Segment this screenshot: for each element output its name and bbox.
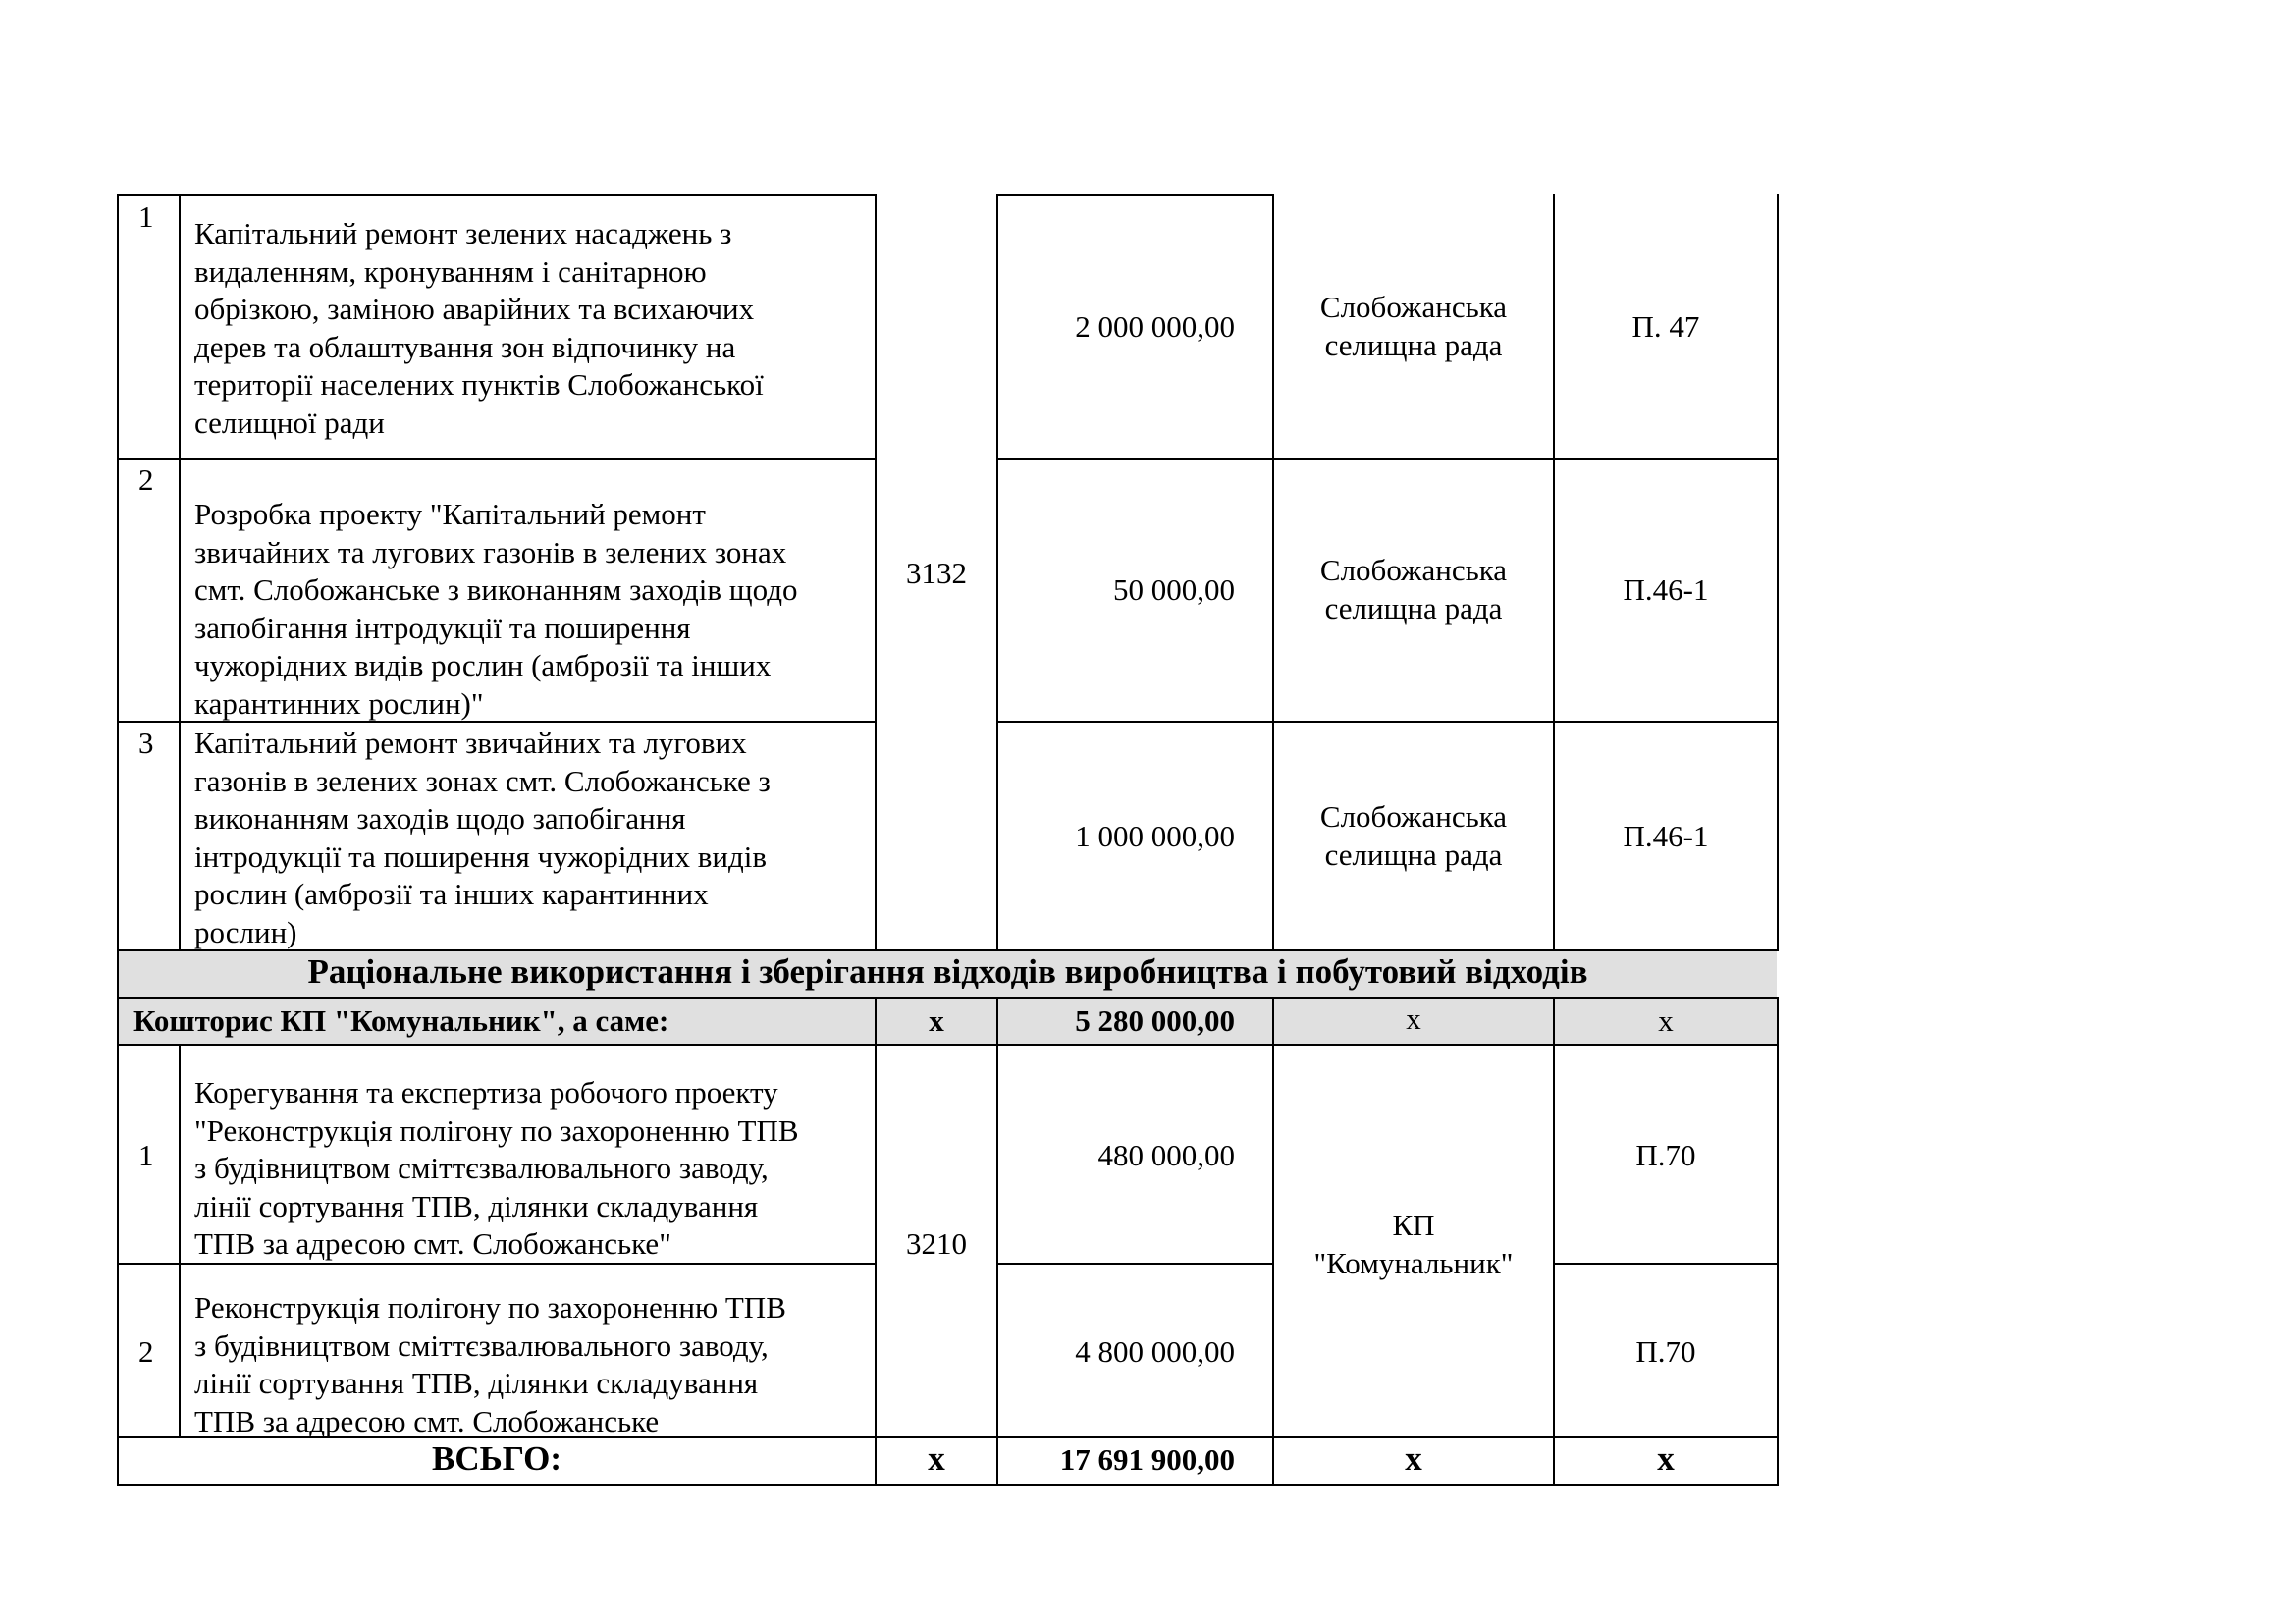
total-amount: 17 691 900,00 [1059, 1442, 1235, 1477]
row-amount: 4 800 000,00 [1075, 1334, 1235, 1369]
row-description: Розробка проекту "Капітальний ремонт звичайних та лугових газонів в зелених зонах смт. Слобожанське з виконанням заходів щодо запобігання інтродукції та поширення чужорідних видів рослин (амброзії та інших карантинних рослин)" [194, 497, 798, 721]
total-reference: х [1657, 1439, 1675, 1478]
row-executor: Слобожанська селищна рада [1319, 553, 1508, 625]
row-executor: Слобожанська селищна рада [1319, 799, 1508, 872]
row-reference: П.46-1 [1623, 819, 1709, 853]
total-code: х [928, 1439, 945, 1478]
estimate-code: х [929, 1003, 944, 1038]
row-number: 3 [138, 726, 154, 760]
estimate-amount: 5 280 000,00 [1075, 1003, 1235, 1038]
row-reference: П.70 [1635, 1138, 1696, 1172]
row-description: Капітальний ремонт зелених насаджень з видаленням, кронуванням і санітарною обрізкою, заміною аварійних та всихаючих дерев та облаштування зон відпочинку на території населених пунктів Слобожанської селищної ради [194, 216, 764, 440]
row-executor: Слобожанська селищна рада [1319, 290, 1508, 362]
row-number: 1 [138, 199, 154, 234]
estimate-reference: х [1658, 1003, 1674, 1038]
budget-code: 3132 [906, 556, 967, 590]
row-reference: П. 47 [1631, 309, 1700, 344]
row-amount: 50 000,00 [1113, 572, 1235, 607]
row-reference: П.70 [1635, 1334, 1696, 1369]
section-title: Раціональне використання і зберігання відходів виробництва і побутовий відходів [307, 952, 1588, 991]
row-amount: 2 000 000,00 [1075, 309, 1235, 344]
row-number: 2 [138, 462, 154, 497]
row-number: 1 [138, 1138, 154, 1172]
total-executor: х [1405, 1439, 1422, 1478]
row-amount: 480 000,00 [1097, 1138, 1235, 1172]
row-amount: 1 000 000,00 [1075, 819, 1235, 853]
row-description: Реконструкція полігону по захороненню ТПВ з будівництвом сміттєзвалювального заводу, лінії сортування ТПВ, ділянки складування ТПВ за адресою смт. Слобожанське [194, 1290, 786, 1438]
estimate-executor: х [1406, 1001, 1421, 1036]
estimate-label: Кошторис КП "Комунальник", а саме: [133, 1003, 669, 1038]
budget-code: 3210 [906, 1226, 967, 1261]
total-label: ВСЬГО: [431, 1439, 562, 1478]
row-description: Капітальний ремонт звичайних та лугових газонів в зелених зонах смт. Слобожанське з виконанням заходів щодо запобігання інтродукції та поширення чужорідних видів рослин (амброзії та інших карантинних рослин) [194, 726, 771, 949]
row-description: Корегування та експертиза робочого проекту "Реконструкція полігону по захороненню ТПВ з будівництвом сміттєзвалювального заводу, лінії сортування ТПВ, ділянки складування ТПВ за адресою смт. Слобожанське" [194, 1075, 799, 1261]
row-executor: КП "Комунальник" [1313, 1208, 1514, 1280]
row-reference: П.46-1 [1623, 572, 1709, 607]
row-number: 2 [138, 1334, 154, 1369]
